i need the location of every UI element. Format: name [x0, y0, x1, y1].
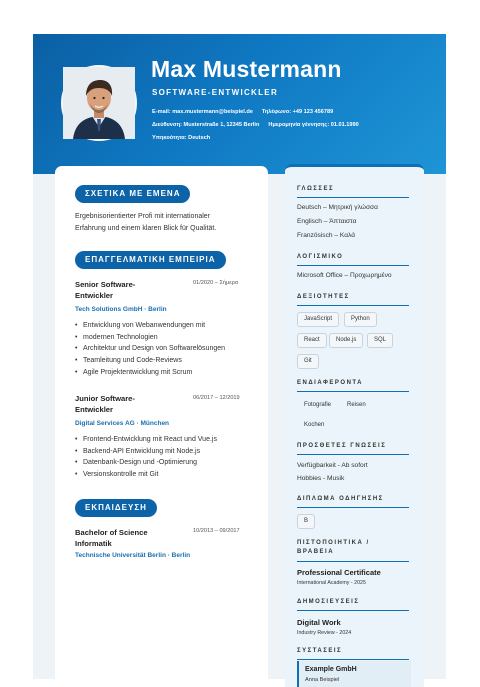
contact-line-2 — [152, 122, 359, 128]
additional-item: Verfügbarkeit - Ab sofort — [297, 462, 368, 469]
reference-card — [297, 661, 411, 687]
section-divider — [297, 197, 409, 198]
publication-detail: Industry Review - 2024 — [297, 630, 352, 636]
list-item: • Entwicklung von Webanwendungen mit — [75, 320, 265, 332]
sidebar-heading-certificates — [297, 540, 370, 555]
degree-title-line: Bachelor of Science — [75, 528, 148, 537]
job-title-line: Entwickler — [75, 291, 113, 300]
section-heading-education: ΕΚΠΑΙΔΕΥΣΗ — [75, 499, 157, 517]
candidate-name: Max Mustermann — [151, 56, 342, 82]
list-item: • Frontend-Entwicklung mit React und Vue.js — [75, 434, 265, 446]
degree-title — [75, 527, 185, 549]
section-divider — [297, 659, 409, 660]
sidebar-heading-software: ΛΟΓΙΣΜΙΚΟ — [297, 254, 344, 260]
sidebar-heading-publications: ΔΗΜΟΣΙΕΥΣΕΙΣ — [297, 599, 360, 605]
interest-chip: Kochen — [304, 422, 325, 428]
sidebar-heading-interests: ΕΝΔΙΑΦΕΡΟΝΤΑ — [297, 380, 363, 386]
section-divider — [297, 391, 409, 392]
certificate-detail: International Academy - 2025 — [297, 580, 366, 586]
resume-page — [33, 34, 446, 683]
section-divider — [297, 305, 409, 306]
list-item: • Versionskontrolle mit Git — [75, 469, 265, 481]
section-divider — [297, 610, 409, 611]
reference-name: Example GmbH — [305, 666, 357, 673]
contact-address: Διεύθυνση: Musterstraße 1, 12345 Berlin — [152, 122, 260, 128]
software-item: Microsoft Office – Προχωρημένο — [297, 272, 392, 279]
skill-chip: SQL — [367, 333, 393, 348]
section-heading-experience: ΕΠΑΓΓΕΛΜΑΤΙΚΗ ΕΜΠΕΙΡΙΑ — [75, 251, 226, 269]
main-column — [55, 166, 268, 686]
list-item: • Agile Projektentwicklung mit Scrum — [75, 367, 265, 379]
about-line-1: Ergebnisorientierter Profi mit internationaler — [75, 213, 211, 220]
sidebar-heading-license: ΔΙΠΛΩΜΑ ΟΔΗΓΗΣΗΣ — [297, 496, 384, 502]
publication-title: Digital Work — [297, 618, 341, 627]
sidebar-heading-references: ΣΥΣΤΑΣΕΙΣ — [297, 648, 343, 654]
interest-chip: Reisen — [347, 402, 366, 408]
job-title-line: Entwickler — [75, 405, 113, 414]
job-duties-list — [75, 320, 265, 379]
additional-item: Hobbies - Musik — [297, 475, 345, 482]
section-divider — [297, 507, 409, 508]
section-heading-about: ΣΧΕΤΙΚΑ ΜΕ ΕΜΕΝΑ — [75, 185, 190, 203]
certificate-title: Professional Certificate — [297, 568, 381, 577]
resume-header — [33, 34, 446, 174]
interest-chip: Fotografie — [304, 402, 332, 408]
job-title — [75, 393, 185, 415]
job-duties-list — [75, 434, 265, 481]
reference-contact: Anna Beispiel — [305, 677, 340, 683]
contact-phone: Τηλέφωνο: +49 123 456789 — [261, 109, 334, 115]
heading-line: ΠΙΣΤΟΠΟΙΗΤΙΚΑ / — [297, 540, 370, 546]
contact-line-1 — [152, 109, 333, 115]
skill-chip: Python — [344, 312, 377, 327]
job-title — [75, 279, 185, 301]
job-organization: Tech Solutions GmbH · Berlin — [75, 306, 167, 313]
skill-chip: JavaScript — [297, 312, 339, 327]
list-item: • Architektur und Design von Softwarelösungen — [75, 343, 265, 355]
sidebar-heading-skills: ΔΕΞΙΟΤΗΤΕΣ — [297, 294, 350, 300]
skill-chip: React — [297, 333, 327, 348]
skill-chip: Git — [297, 354, 319, 369]
degree-dates: 10/2013 – 09/2017 — [193, 528, 240, 534]
profile-photo — [61, 65, 137, 141]
degree-title-line: Informatik — [75, 539, 112, 548]
sidebar-column — [285, 164, 424, 687]
list-item: • Teamleitung und Code-Reviews — [75, 355, 265, 367]
language-item: Deutsch – Μητρική γλώσσα — [297, 204, 378, 211]
skill-chip: Node.js — [329, 333, 363, 348]
sidebar-heading-languages: ΓΛΩΣΣΕΣ — [297, 186, 335, 192]
job-title-line: Junior Software- — [75, 394, 135, 403]
language-item: Englisch – Άπταιστα — [297, 218, 357, 225]
sidebar-heading-additional: ΠΡΟΣΘΕΤΕΣ ΓΝΩΣΕΙΣ — [297, 443, 387, 449]
contact-birthdate: Ημερομηνία γέννησης: 01.01.1990 — [268, 122, 359, 128]
job-dates: 01/2020 – Σήμερα — [193, 280, 239, 286]
heading-line: ΒΡΑΒΕΙΑ — [297, 549, 335, 555]
list-item: • modernen Technologien — [75, 332, 265, 344]
license-chip: B — [297, 514, 315, 529]
degree-institution: Technische Universität Berlin · Berlin — [75, 552, 191, 559]
list-item: • Backend-API Entwicklung mit Node.js — [75, 446, 265, 458]
job-title-line: Senior Software- — [75, 280, 136, 289]
contact-nationality: Υπηκοότητα: Deutsch — [152, 135, 211, 141]
job-organization: Digital Services AG · München — [75, 420, 170, 427]
contact-email: E-mail: max.mustermann@beispiel.de — [152, 109, 253, 115]
about-line-2: Erfahrung und einem klaren Blick für Qualität. — [75, 225, 217, 232]
section-divider — [297, 454, 409, 455]
section-divider — [297, 265, 409, 266]
list-item: • Datenbank-Design und -Optimierung — [75, 457, 265, 469]
section-divider — [297, 561, 409, 562]
job-dates: 06/2017 – 12/2019 — [193, 395, 240, 401]
candidate-role: SOFTWARE-ENTWICKLER — [152, 88, 279, 97]
language-item: Französisch – Καλά — [297, 232, 356, 239]
